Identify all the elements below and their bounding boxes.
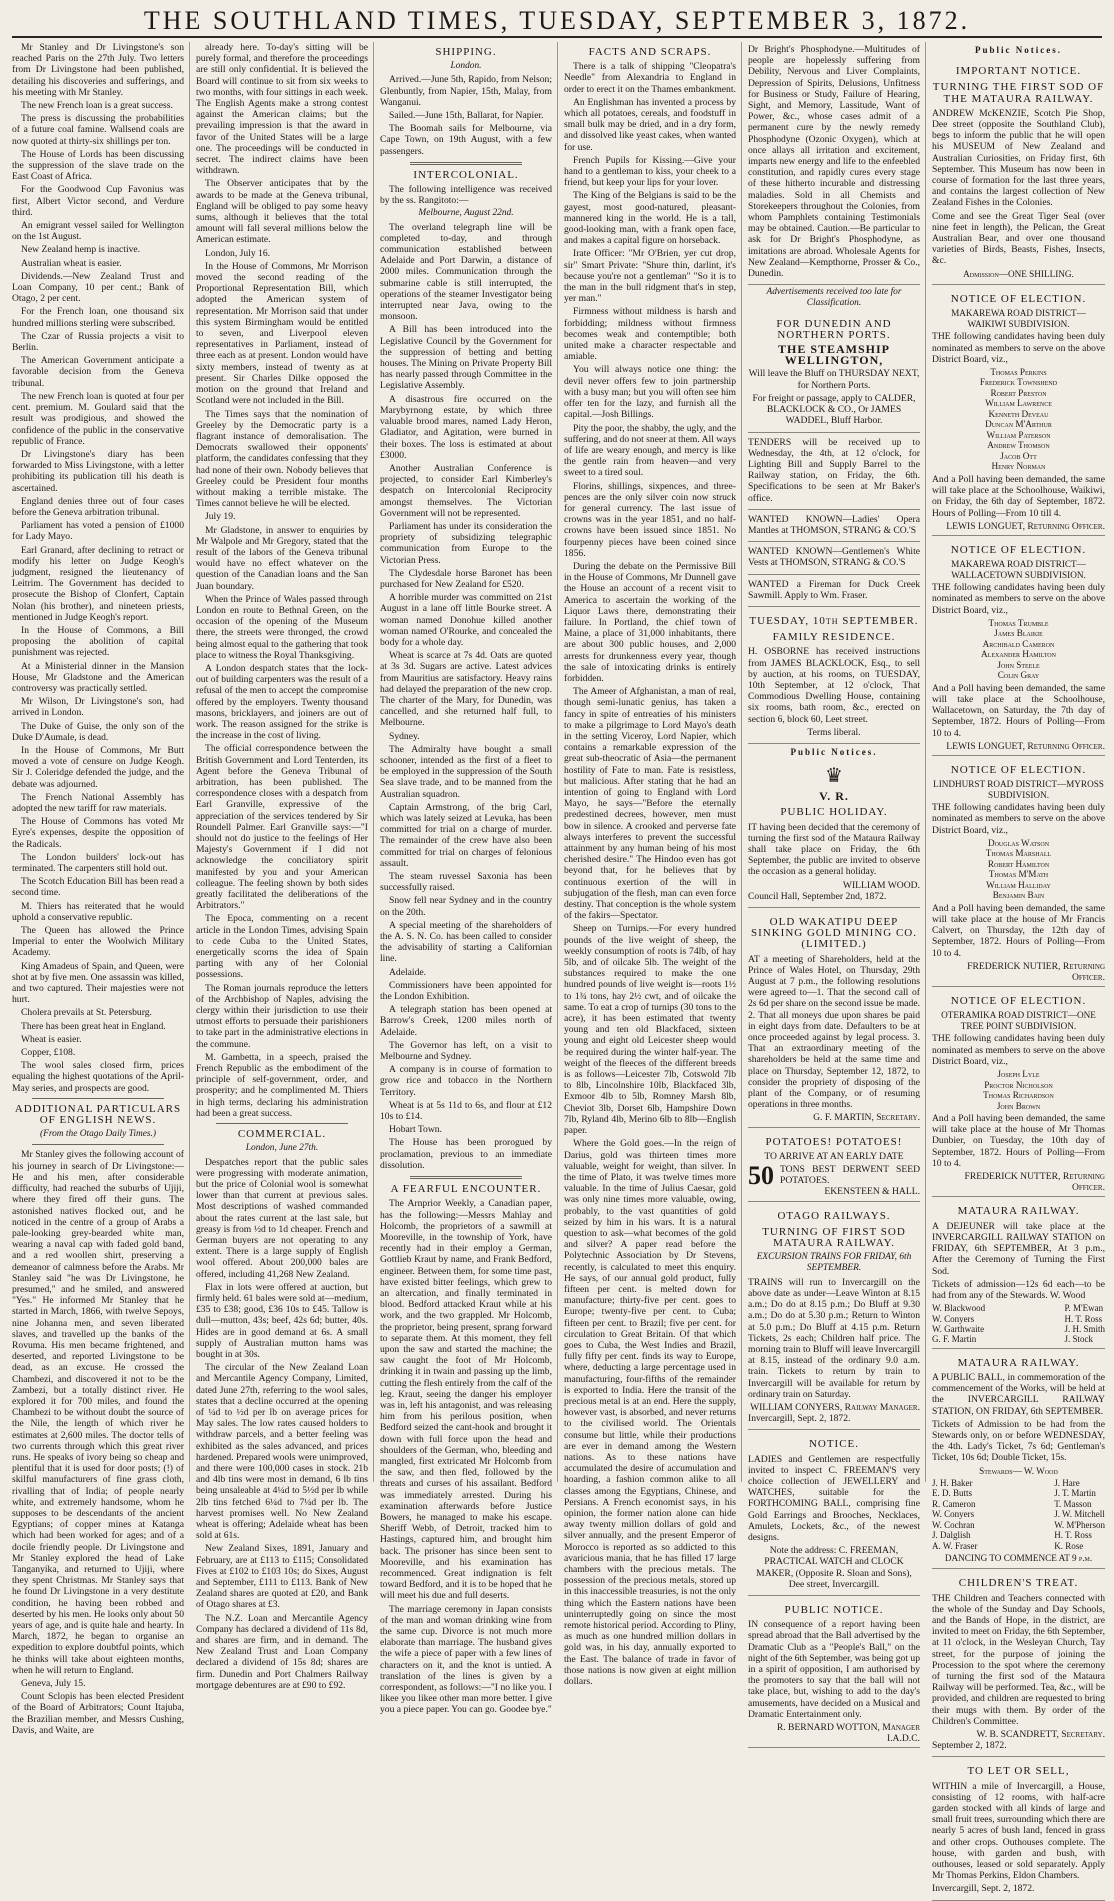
signature: FREDERICK NUTIER, Returning Officer.: [967, 960, 1105, 984]
article-body: [380, 1198, 552, 1715]
ad-text: Note the address: C. FREEMAN, PRACTICAL WATCH and CLOCK MAKER, (Opposite R. Sloan and Sons), Dee street, Invercargill.: [756, 1545, 912, 1590]
ad-heading: MATAURA RAILWAY.: [957, 1205, 1080, 1218]
ad-row: [748, 1160, 920, 1190]
name-entry: Thomas Trumble: [988, 617, 1049, 628]
name-entry: William Halliday: [986, 879, 1051, 890]
paragraph: A special meeting of the shareholders of the A. S. N. Co. has been called to consider the advisability of starting a Californian line.: [380, 919, 552, 965]
advertisement-to-let: [932, 1759, 1105, 1900]
dateline: Melbourne, August 22nd.: [418, 208, 514, 219]
paragraph: During the debate on the Permissive Bill in the House of Commons, Mr Dunnell gave the House an account of a recent visit to America to ascertain the working of the Liquor Laws there, demonstrating their failure. In Portland, the chief town of Maine, a place of 31,000 inhabitants, there are about 300 public houses, and 2,000 arrests for drunkenness every year, though the sale of intoxicating drinks is entirely forbidden.: [564, 560, 736, 684]
election-notice: [932, 758, 1105, 987]
paragraph: The French National Assembly has adopted the new tariff for raw materials.: [12, 791, 184, 814]
paragraph: Wheat is scarce at 7s 4d. Oats are quoted at 3s 3d. Sugars are active. Latest advices from Mauritius are satisfactory. Heavy rains had delayed the preparation of the new crop. The charter of the Mary, for Dunedin, was cancelled, and she returned half full, to Melbourne.: [380, 650, 552, 729]
ad-heading: POTATOES! POTATOES!: [765, 1135, 903, 1148]
name-entry: W. Conyers: [932, 1313, 975, 1324]
paragraph: There has been great heat in England.: [21, 1020, 166, 1032]
paragraph: July 19.: [205, 511, 236, 523]
name-entry: James Blaikie: [994, 628, 1043, 639]
name-entry: J. Dalglish: [932, 1530, 971, 1541]
ad-heading: NOTICE OF ELECTION.: [950, 543, 1087, 556]
ad-text: IT having been decided that the ceremony of turning the first sod of the Mataura Railway shall take place on Friday, the 6th September, the public are invited to observe the occasion as a general holiday.: [748, 821, 920, 878]
ad-date: Council Hall, September 2nd, 1872.: [748, 890, 887, 902]
intercolonial-body: [380, 222, 552, 1171]
paragraph: In the House of Commons, a Bill proposing the abolition of capital punishment was rejected.: [12, 624, 184, 659]
paragraph: Flax in lots were offered at auction, but firmly held. 61 bales were sold at—medium, £35 to £38; good, £36 10s to £45. Tallow is dull—mutton, 43s; beef, 42s 6d; butter, 40s. Hides are in good demand at 6s. A small supply of Australian mutton hams was bought in at 30s.: [196, 1281, 368, 1360]
advertisement: [748, 42, 920, 285]
paragraph: Where the Gold goes.—In the reign of Darius, gold was thirteen times more valuable, weight for weight, than silver. In the time of Plato, it was twelve times more valuable. In the time of Julius Caesar, gold was only nine times more valuable, owing, probably, to the vast quantities of gold seized by him in his wars. It is a natural question to ask—what becomes of the gold and silver? A paper read before the Polytechnic Association by Dr Stevens, recently, is calculated to meet this enquiry. He says, of our annual gold product, fully fifteen per cent. is melted down for manufacture; thirty-five per cent. goes to Europe; twenty-five per cent. to Cuba; fifteen per cent. to Brazil; five per cent. for circulation to Great Britain. Of that which goes to Cuba, the West Indies and Brazil, fully fifty per cent. finds its way to Europe, where, deducting a large percentage used in manufacturing, four-fifths of the remainder is exported to India. Here the transit of the precious metal is at an end. Here the supply, however vast, is absorbed, and never returns to the civilised world. The Orientals consume but little, while their productions are ever in demand among the Western nations. As to these nations have accumulated the desire of accumulation and hoarding, a fashion common alike to all classes among the Egyptians, Chinese, and Persians. A French economist says, in his opinion, the former nation alone can hide away twenty million dollars of gold and silver annually, and the present Emperor of Morocco is reported as so addicted to this avaricious mania, that he has filled 17 large chambers with the precious metals. The possession of the precious metals, stored up in this inaccessible treasuries, is not the only thing which the Eastern nations have been uninterruptedly going on since the most remote historical period. According to Pliny, as much as one hundred million dollars in gold was, in his day, annually exported to the East. The balance of trade in favor of those nations is now given at eight million dollars.: [564, 1138, 736, 1688]
masthead: THE SOUTHLAND TIMES, TUESDAY, SEPTEMBER 3, 1872.: [12, 6, 1102, 38]
divider: [410, 1176, 522, 1179]
ad-text: Will leave the Bluff on THURSDAY NEXT, for Northern Ports.: [748, 368, 920, 391]
paragraph: Wheat is easier.: [21, 1033, 82, 1045]
ad-subheading: MAKAREWA ROAD DISTRICT—WALLACETOWN SUBDIVISION.: [951, 559, 1086, 580]
ad-heading: TURNING OF FIRST SOD MATAURA RAILWAY.: [762, 1225, 906, 1250]
section-heading: COMMERCIAL.: [237, 1128, 327, 1141]
candidate-list: [932, 367, 1105, 472]
paragraph: A telegraph station has been opened at Barrow's Creek, 1200 miles north of Adelaide.: [380, 1004, 552, 1038]
divider: [32, 1144, 164, 1145]
name-entry: Proctor Nicholson: [984, 1079, 1053, 1090]
ad-text: THE following candidates having been duly nominated as members to serve on the above District Board, viz.,: [932, 802, 1105, 836]
paragraph: King Amadeus of Spain, and Queen, were shot at by five men. One assassin was killed, and two captured. Their majesties were not hurt.: [12, 960, 184, 1006]
paragraph: The Duke of Guise, the only son of the Duke D'Aumale, is dead.: [12, 720, 184, 743]
advertisement-public-notice: [748, 1598, 920, 1748]
ad-text: A PUBLIC BALL, in commemoration of the commencement of the Works, will be held at the INVERCARGILL RAILWAY STATION, ON FRIDAY, 6th SEPTEMBER.: [932, 1371, 1105, 1417]
paragraph: Australian wheat is easier.: [21, 257, 122, 269]
ad-text: And a Poll having been demanded, the same will take place at the Schoolhouse, Wallacetown, on Saturday, the 7th day of September, 1872. Hours of Polling—From 10 to 4.: [932, 682, 1105, 739]
name-entry: John Brown: [996, 1100, 1041, 1111]
paragraph: Florins, shillings, sixpences, and three-pences are the only silver coin now struck for general currency. The last issue of crowns was in the year 1851, and no half-crowns have been issued since 1851. No fourpenny pieces have been coined since 1856.: [564, 480, 736, 559]
ad-text: And a Poll having been demanded, the same will take place at the house of Mr Francis Calvert, on Thursday, the 12th day of September, 1872. Hours of Polling—From 10 to 4.: [932, 902, 1105, 959]
name-entry: J. H. Baker: [932, 1478, 973, 1489]
paragraph: New Zealand hemp is inactive.: [21, 244, 141, 256]
ad-text: WANTED KNOWN—Gentlemen's White Vests at THOMSON, STRANG & CO.'S: [748, 546, 920, 569]
name-entry: Alexander Hamilton: [981, 649, 1056, 660]
ad-text: Terms liberal.: [807, 726, 861, 738]
paragraph: Firmness without mildness is harsh and forbidding; mildness without firmness becomes weak and contemptible; both united make a character respectable and amiable.: [564, 306, 736, 363]
name-entry: R. Cameron: [932, 1498, 976, 1509]
ad-heading: NOTICE OF ELECTION.: [950, 764, 1087, 777]
column-2: [196, 42, 374, 1691]
paragraph: In the House of Commons, Mr Butt moved a vote of censure on Judge Keogh. Sir J. Coleridge defended the judge, and the debate was adjourned.: [12, 744, 184, 790]
paragraph: New Zealand Sixes, 1891, January and February, are at £113 to £115; Consolidated Fives at £102 to £103 10s; do Sixes, August and September, £111 to £113. Bank of New Zealand shares are quoted at £20, and Bank of Otago shares at £3.: [196, 1543, 368, 1611]
name-entry: P. M'Ewan: [1064, 1303, 1104, 1314]
ad-text: THE Children and Teachers connected with the whole of the Sunday and Day Schools, and the Bands of Hope, in the district, are invited to meet on Friday, the 6th September, at 11 o'clock, in the Wesleyan Church, Tay street, for the purpose of joining the Procession to the spot where the ceremony of turning the first sod of the Mataura Railway will be performed. Tea, &c., will be provided, and children are requested to bring their mugs with them. By order of the Children's Committee.: [932, 1592, 1105, 1727]
advertisement-potatoes: [748, 1130, 920, 1202]
paragraph: The official correspondence between the British Government and Lord Tenterden, its Agent before the Geneva Tribunal of arbitration, has been published. The correspondence closes with a despatch from Earl Granville, expressive of the appreciation of the services tendered by Sir Roundell Palmer. Earl Granville says:—"I should not do justice to the feelings of Her Majesty's Government if I did not acknowledge the conciliatory spirit manifested by you and your American colleague. The feeling shown by both sides greatly facilitated the deliberations of the Arbitrators.": [196, 743, 368, 912]
ad-heading: NOTICE OF ELECTION.: [950, 293, 1087, 306]
ad-date: Invercargill, Sept. 2, 1872.: [748, 1413, 851, 1425]
name-entry: Robert Hamilton: [987, 858, 1050, 869]
signature: FREDERICK NUTTER, Returning Officer.: [964, 1171, 1105, 1194]
paragraph: The Ameer of Afghanistan, a man of real, though semi-lunatic genius, has taken a fancy in spite of entreaties of his ministers to make a pilgrimage to Lord Mayo's death in the setting Viceroy, Lord Napier, which contains a remarkable expression of the great sub-theocratic of Asia—the permanent hostility of Fate to man. Fate is resistless, but malicious. After stating that he had an intention of going to England with Lord Mayo, he says—"Before the eternally predestined decrees, however, men must bow in silence. A crooked and perverse fate always interferes to prevent the successful attainment by any human being of his most cherished desire." The Hindoo even has got beyond that, for he believes that by continuous exertion of the will in subjugation of the flesh, man can even force destiny. That conception is the whole system of the fakirs—Spectator.: [564, 686, 736, 922]
paragraph: Despatches report that the public sales were progressing with moderate animation, but the price of Colonial wool is somewhat lower than that current at previous sales. Most descriptions of washed commanded about the rates current at the last sale, but greasy is from ½d to 1d cheaper. French and German buyers are not operating to any extent. There is a large supply of English wool offered. About 200,000 bales are offered, including 41,268 New Zealand.: [196, 1156, 368, 1280]
ad-text: H. OSBORNE has received instructions from JAMES BLACKLOCK, Esq., to sell by auction, at his rooms, on TUESDAY, 10th September, at 12 o'clock, That Commodious Dwelling House, containing six rooms, bath room, &c., erected on section 6, block 60, Leet street.: [748, 646, 920, 725]
ad-heading: IMPORTANT NOTICE.: [955, 65, 1082, 78]
advertisement-notice: [748, 1432, 920, 1596]
steward-column: [1054, 1478, 1105, 1551]
name-entry: W. Conyers: [932, 1509, 975, 1520]
commercial-body: [196, 1157, 368, 1692]
section-label: Public Notices.: [975, 45, 1062, 55]
ad-date: Invercargill, Sept. 2, 1872.: [932, 1883, 1035, 1895]
paragraph: A disastrous fire occurred on the Marybyrnong estate, by which three valuable brood mares, named Lady Heron, Gladiator, and Agitation, were burned in their boxes. The loss is estimated at about £3000.: [380, 393, 552, 461]
ad-text: TRAINS will run to Invercargill on the above date as under—Leave Winton at 8.15 a.m.; Do do at 8.15 p.m.; Do Bluff at 9.30 a.m.; Do do at 5.30 p.m.; Return to Winton at 5.0 p.m.; Do Bluff at 4.15 p.m. Return Tickets, 2s each; Children half price. The morning train to Bluff will leave Invercargill at 8.15, instead of the ordinary 9.0 a.m. train. Tickets to return by train to Invercargill will be available for return by ordinary train on Saturday.: [748, 1276, 920, 1400]
ad-text: Tickets of Admission to be had from the Stewards only, on or before WEDNESDAY, the 4th. Lady's Ticket, 7s 6d; Gentleman's Ticket, 10s 6d; Double Ticket, 15s.: [932, 1418, 1105, 1464]
paragraph: The London builders' lock-out has terminated. The carpenters still hold out.: [12, 851, 184, 875]
ad-text: TONS BEST DERWENT SEED POTATOES.: [780, 1164, 920, 1187]
ad-heading: NOTICE.: [808, 1438, 860, 1451]
signature: LEWIS LONGUET, Returning Officer.: [946, 520, 1105, 532]
name-entry: W. Blackwood: [932, 1303, 986, 1314]
section-label: Public Notices.: [790, 746, 878, 757]
name-entry: Frederick Townshend: [979, 377, 1058, 388]
intro-text: The following intelligence was received by the ss. Rangitoto:—: [380, 184, 552, 207]
paragraph: You will always notice one thing: the devil never offers few to join partnership with a busy man; but you will often see him offer ten for the lazy, and furnish all the capital.—Josh Billings.: [564, 364, 736, 421]
news-items: [196, 42, 368, 1119]
name-entry: A. W. Fraser: [932, 1540, 978, 1551]
dateline: London.: [450, 61, 482, 72]
advertisement-ball: [932, 1351, 1105, 1570]
column-3: [380, 42, 558, 1716]
advertisement-railways: [748, 1204, 920, 1431]
candidate-list: [932, 1069, 1105, 1111]
name-entry: Archibald Cameron: [982, 638, 1055, 649]
name-entry: E. D. Butts: [932, 1488, 973, 1499]
name-entry: G. F. Martin: [932, 1334, 977, 1345]
advertisement-museum: [932, 59, 1105, 285]
paragraph: London, July 16.: [205, 247, 271, 259]
advertisement-wanted: [748, 512, 920, 542]
paragraph: Sailed.—June 15th, Ballarat, for Napier.: [389, 110, 544, 122]
paragraph: M. Gambetta, in a speech, praised the French Republic as the embodiment of the principle of self-government, order, and prosperity; and he complimented M. Thiers in high terms, declaring his administration had been a great success.: [196, 1051, 368, 1119]
section-heading: SHIPPING.: [435, 46, 497, 58]
column-6: [932, 42, 1110, 1895]
paragraph: Parliament has voted a pension of £1000 for Lady Mayo.: [12, 520, 184, 543]
ad-text: Tickets of admission—12s 6d each—to be had from any of the Stewards. W. Wood: [932, 1278, 1105, 1301]
section-heading: INTERCOLONIAL.: [413, 168, 519, 181]
steward-column: [1064, 1303, 1105, 1345]
article-heading: ADDITIONAL PARTICULARS OF ENGLISH NEWS.: [14, 1102, 182, 1127]
name-entry: W. Garthwaite: [932, 1323, 985, 1334]
name-entry: Andrew Thomson: [987, 440, 1050, 451]
name-entry: Benjamin Bain: [992, 890, 1045, 901]
article-body: [12, 1149, 184, 1736]
paragraph: Sydney.: [389, 730, 420, 742]
election-notice: [932, 287, 1105, 536]
paragraph: The King of the Belgians is said to be the gayest, most good-natured, pleasant-mannered king in the world. He is a tall, good-looking man, with a frank open face, and makes a capital figure on horseback.: [564, 190, 736, 247]
paragraph: Arrived.—June 5th, Rapido, from Nelson; Glenbuntly, from Napier, 15th, Malay, from Wanganui.: [380, 74, 552, 108]
signature: LEWIS LONGUET, Returning Officer.: [946, 740, 1105, 752]
paragraph: The Epoca, commenting on a recent article in the London Times, advising Spain to cede Cuba to the United States, energetically scorns the idea of Spain parting with any of her Colonial possessions.: [196, 913, 368, 981]
paragraph: Pity the poor, the shabby, the ugly, and the suffering, and do not sneer at them. All ways of life are weary enough, and mercy is like the gentle rain from heaven—and very sweet to a tired soul.: [564, 422, 736, 479]
steward-list: [932, 1478, 1105, 1551]
name-entry: W. M'Pherson: [1054, 1519, 1105, 1530]
ad-text: And a Poll having been demanded, the same will take place at the Schoolhouse, Waikiwi, on Friday, the 6th day of September, 1872. Hours of Polling—From 10 till 4.: [932, 473, 1105, 519]
paragraph: Captain Armstrong, of the brig Carl, which was lately seized at Levuka, has been committed for trial on a charge of murder. The remainder of the crew have also been committed for trial on charges of felonious assault.: [380, 801, 552, 869]
name-entry: Duncan M'Arthur: [985, 419, 1052, 430]
paragraph: The Scotch Education Bill has been read a second time.: [12, 876, 184, 899]
ad-subheading: LINDHURST ROAD DISTRICT—MYROSS SUBDIVISION.: [933, 779, 1104, 800]
paragraph: There is a talk of shipping "Cleopatra's Needle" from Alexandria to England in order to erect it on the Thames embankment.: [564, 61, 736, 95]
paragraph: Wheat is at 5s 11d to 6s, and flour at £12 10s to £14.: [380, 1099, 552, 1123]
name-entry: Kenneth Deveau: [988, 408, 1049, 419]
ad-subheading: OTERAMIKA ROAD DISTRICT—ONE TREE POINT SUBDIVISION.: [941, 1010, 1096, 1031]
ad-text: Come and see the Great Tiger Seal (over nine feet in length), the Pelican, the Great Australian Bear, and over one thousand varieties of Birds, Beasts, Fishes, Insects, &c.: [932, 210, 1105, 267]
section-heading: FACTS AND SCRAPS.: [588, 46, 712, 58]
paragraph: Mr Gladstone, in answer to enquiries by Mr Walpole and Mr Gregory, stated that the result of the labors of the Geneva tribunal would have no effect whatever on the question of the Canadian loans and the San Juan boundary.: [196, 524, 368, 592]
name-entry: H. T. Ross: [1064, 1313, 1103, 1324]
signature: EKENSTEEN & HALL.: [824, 1186, 920, 1198]
shipping-body: [380, 74, 552, 156]
ad-heading: TUESDAY, 10th SEPTEMBER.: [749, 614, 919, 627]
divider: [32, 1098, 164, 1099]
paragraph: already here. To-day's sitting will be purely formal, and therefore the proceedings are still only confidential. It is believed the Board will continue to sit from six weeks to two months, with four sittings in each week. The English Agents make a strong contest against the American claims; but the prevailing impression is that the award in favor of the United States will be a large one. The proceedings will be conducted in secret. The indirect claims have been withdrawn.: [196, 42, 368, 177]
ad-text: And a Poll having been demanded, the same will take place at the house of Mr Thomas Dunbier, on Tuesday, the 10th day of September, 1872. Hours of Polling—From 10 to 4.: [932, 1113, 1105, 1169]
royal-crest-icon: ♛: [825, 765, 843, 788]
paragraph: A company is in course of formation to grow rice and tobacco in the Northern Territory.: [380, 1064, 552, 1098]
paragraph: At a Ministerial dinner in the Mansion House, Mr Gladstone and the American controversy was practically settled.: [12, 660, 184, 694]
column-5: [748, 42, 926, 1745]
paragraph: A horrible murder was committed on 21st August in a lane off little Bourke street. A woman named Donohue killed another woman named O'Rourke, and concealed the body for a whole day.: [380, 592, 552, 648]
candidate-list: [932, 838, 1105, 901]
paragraph: The Admiralty have bought a small schooner, intended as the first of a fleet to be employed in the suppression of the South Sea slave trade, and to be manned from the Australian squadron.: [380, 743, 552, 800]
dancing-time: DANCING TO COMMENCE AT 9 p.m.: [944, 1552, 1093, 1563]
columns: [12, 42, 1105, 1895]
election-notice: [932, 989, 1105, 1197]
paragraph: The marriage ceremony in Japan consists of the man and woman drinking wine from the same cup. Divorce is not much more elaborate than marriage. The husband gives the wife a piece of paper with a few lines of characters on it, and the knot is untied. A translation of the lines is given by a correspondent, as follows:—"I no like you. I likee you likee other man more better. I give you a piece paper. You can go. Goodee bye.": [380, 1603, 552, 1716]
name-entry: Henry Norman: [991, 461, 1046, 472]
ad-text: TO ARRIVE AT AN EARLY DATE: [764, 1150, 904, 1162]
advertisement-mining: [748, 910, 920, 1128]
column-1: [12, 42, 190, 1736]
ad-heading: FOR DUNEDIN AND NORTHERN PORTS.: [776, 317, 892, 341]
steward-list: [932, 1303, 1105, 1345]
ad-text: WANTED a Fireman for Duck Creek Sawmill. Apply to Wm. Fraser.: [748, 578, 920, 601]
ad-text: ANDREW McKENZIE, Scotch Pie Shop, Dee street (opposite the Southland Club), begs to inform the public that he will open his MUSEUM of New Zealand and Australian Curiosities, on Friday first, 6th September. This Museum has now been in course of formation for the last three years, and contains the largest collection of New Zealand Fishes in the Colonies.: [932, 107, 1105, 209]
paragraph: A Bill has been introduced into the Legislative Council by the Government for the suppression of betting and betting houses. The Mining on Private Property Bill has nearly passed through Committee in the Legislative Assembly.: [380, 324, 552, 392]
paragraph: Sheep on Turnips.—For every hundred pounds of the live weight of sheep, the weekly consumption of roots is 74lb, of hay 5lb, and of oilcake 5lb. The weight of the substances required to make the one hundred pounds of live weight is—roots 1½ to 1¾ tons, hay 2½ cwt, and of oilcake the same. To eat a crop of turnips (30 tons to the acre), it has been estimated that twenty young and ten old Blackfaced, sixteen young and eight old Leicester sheep would be required during the winter half-year. The weight of the fleeces of the different breeds is as follows—Leicester 7lb, Cotswold 7lb to 8lb, Lincolnshire 10lb, Blackfaced 3lb, Exmoor 4lb to 5lb, Romney Marsh 8lb, Cheviot 3lb, Dorset 6lb, Hampshire Down 7lb, Ryland 4lb, Merino 6lb to 8lb—English paper.: [564, 923, 736, 1137]
name-entry: J. Stock: [1064, 1334, 1093, 1345]
ad-heading: NOTICE OF ELECTION.: [950, 995, 1087, 1008]
signature: W. B. SCANDRETT, Secretary.: [976, 1729, 1105, 1741]
ad-title: THE STEAMSHIP WELLINGTON,: [777, 342, 891, 368]
paragraph: England denies three out of four cases before the Geneva arbitration tribunal.: [12, 495, 184, 518]
signature: WILLIAM CONYERS, Railway Manager.: [750, 1401, 920, 1413]
ad-heading: MATAURA RAILWAY.: [957, 1356, 1080, 1369]
paragraph: The wool sales closed firm, prices equaling the highest quotations of the April-May series, and prospects are good.: [12, 1060, 184, 1094]
steward-column: [932, 1478, 978, 1551]
name-entry: K. Rose: [1054, 1540, 1084, 1551]
paragraph: The Observer anticipates that by the awards to be made at the Geneva tribunal, England will be obliged to pay some heavy sums, although it believes that the total amount will fall several millions below the American estimate.: [196, 178, 368, 246]
ad-text: IN consequence of a report having been spread abroad that the Ball advertised by the Dramatic Club as a "People's Ball," on the night of the 6th September, was being got up in a spirit of opposition, I am authorised by the promoters to say that the ball will not take place, but, wishing to add to the day's amusements, have decided on a Musical and Dramatic Entertainment only.: [748, 1619, 921, 1720]
ad-text: WANTED KNOWN—Ladies' Opera Mantles at THOMSON, STRANG & CO.'S: [748, 513, 920, 536]
ad-text: WITHIN a mile of Invercargill, a House, consisting of 12 rooms, with half-acre garden stocked with all kinds of large and small fruit trees, surrounding which there are nearly 5 acres of bush land, fenced in grass and other crops. Outhouses complete. The house, with garden and bush, with outhouses, leased or sold separately. Apply Mr Thomas Perkins, Eldon Chambers.: [932, 1780, 1105, 1882]
paragraph: A London despatch states that the lock-out of building carpenters was the result of a refusal of the men to accept the compromise offered by the employers. Twenty thousand masons, bricklayers, and joiners are out of work. The reason assigned for the strike is the increase in the cost of living.: [196, 662, 368, 742]
name-entry: Thomas M'Math: [988, 869, 1049, 880]
name-entry: Thomas Marshall: [985, 848, 1052, 859]
ad-text: For freight or passage, apply to CALDER, BLACKLOCK & CO., Or JAMES WADDEL, Bluff Harbor.: [752, 392, 916, 427]
steward-column: [932, 1303, 985, 1345]
paragraph: The House has been prorogued by proclamation, previous to an immediate dissolution.: [380, 1137, 552, 1171]
paragraph: The N.Z. Loan and Mercantile Agency Company has declared a dividend of 11s 8d, and shares are firm, and in demand. The New Zealand Trust and Loan Company declared a dividend of 15s 8d; shares are firm. Dunedin and Port Chalmers Railway mortgage debentures are at £90 to £92.: [196, 1612, 368, 1691]
ad-subheading: EXCURSION TRAINS FOR FRIDAY, 6th SEPTEMBER.: [756, 1252, 912, 1274]
ad-text: THE following candidates having been duly nominated as members to serve on the above District Board, viz.,: [932, 1033, 1105, 1067]
paragraph: The new French loan is a great success.: [21, 100, 173, 112]
late-ads-note: Advertisements received too late for Classification.: [766, 287, 902, 309]
stewards-label: Stewards— W. Wood: [979, 1465, 1058, 1476]
candidate-list: [932, 618, 1105, 681]
advertisement-dejeuner: [932, 1199, 1105, 1348]
ad-text: Dr Bright's Phosphodyne.—Multitudes of people are hopelessly suffering from Debility, Nervous and Liver Complaints, Depression of Spirits, Delusions, Unfitness for Business or Study, Failure of Hearing, Sight, and Memory, Lassitude, Want of Power, &c., whose cases admit of a permanent cure by the newly remedy Phosphodyne (Ozonic Oxygen), which at once allays all irritation and excitement, imparts new energy and life to the enfeebled constitution, and rapidly cures every stage of these hitherto incurable and distressing maladies. Sold in all Chemists and Storekeepers throughout the Colonies, from whom Pamphlets containing Testimonials may be obtained. Caution.—Be particular to ask for Dr Bright's Phosphodyne, as imitations are abroad. Wholesale Agents for New Zealand—Kempthorne, Prosser & Co., Dunedin.: [748, 44, 920, 280]
article-source: (From the Otago Daily Times.): [39, 1129, 157, 1140]
ad-heading: OTAGO RAILWAYS.: [777, 1209, 891, 1222]
paragraph: Mr Stanley gives the following account of his journey in search of Dr Livingstone:—He and his men, after considerable difficulty, had reached the suburbs of Ujiji, where they fired off their guns. The astonished natives flocked out, and he noticed in the centre of a group of Arabs a pale-looking grey-bearded white man, wearing a naval cap with faded gold band, and a red woollen shirt, preserving a demeanor of calmness before the Arabs. Mr Stanley said "he was Dr Livingstone, he presumed," and he smiled, and answered "Yes." He informed Mr Stanley that he started in March, 1866, with twelve Sepoys, nine Johanna men, and seven liberated slaves, and travelled up the banks of the Rovuma. His men became frightened, and deserted, and reported Livingstone to be dead, as an excuse. He crossed the Chambezi, and discovered it not to be the Zambezi, but a totally distinct river. He explored it for 700 miles, and found the Chambezi to be without doubt the source of the Nile, the length of which river he estimates at 2,600 miles. The doctor tells of two currents through which this great river runs. He speaks of ivory being so cheap and plentiful that it is used for door posts; (!) of skilful manufacturers of fine grass cloth, rivalling that of India; of people nearly white, and extremely handsome, whom he supposes to be descendants of the ancient Egyptians; of copper mines at Katanga which had been worked for ages; and of a docile friendly people. Dr Livingstone and Mr Stanley explored the head of Lake Tanganyika, and returned to Ujiji, where they spent Christmas. Mr Stanley says that he found Dr Livingstone in a very destitute condition, he having been robbed and deserted by his men. He looks only about 50 years of age, and is quite hale and hearty. In March, 1872, he began to organise an expedition to explore doubtful points, which he thinks will take about eighteen months, when he will return to England.: [12, 1149, 184, 1676]
paragraph: The Governor has left, on a visit to Melbourne and Sydney.: [380, 1039, 552, 1063]
paragraph: The Boomah sails for Melbourne, via Cape Town, on 19th August, with a few passengers.: [380, 123, 552, 157]
name-entry: W. Cochran: [932, 1519, 975, 1530]
ad-quantity: 50: [748, 1160, 774, 1190]
paragraph: The Queen has allowed the Prince Imperial to enter the Woolwich Military Academy.: [12, 925, 184, 959]
name-entry: H. T. Ross: [1054, 1530, 1092, 1541]
paragraph: Commissioners have been appointed for the London Exhibition.: [380, 979, 552, 1003]
paragraph: Dividends.—New Zealand Trust and Loan Company, 10 per cent.; Bank of Otago, 2 per cent.: [12, 270, 184, 305]
paragraph: Snow fell near Sydney and in the country on the 20th.: [380, 895, 552, 918]
paragraph: The Czar of Russia projects a visit to Berlin.: [12, 330, 184, 354]
name-entry: Colin Gray: [997, 670, 1040, 681]
paragraph: An Englishman has invented a process by which all potatoes, cereals, and foodstuff in small bulk may be dried, and in a dry form, and dissolved like yeast cakes, when wanted for use.: [564, 96, 736, 153]
facts-body: [564, 61, 736, 1687]
paragraph: Dr Livingstone's diary has been forwarded to Miss Livingstone, with a letter prohibiting its publication till his death is ascertained.: [12, 448, 184, 494]
column-4: [564, 42, 742, 1688]
ad-heading: FAMILY RESIDENCE.: [772, 631, 896, 644]
ad-heading: TURNING THE FIRST SOD OF THE MATAURA RAILWAY.: [932, 81, 1105, 105]
ad-text: THE following candidates having been duly nominated as members to serve on the above District Board, viz.,: [932, 331, 1105, 365]
advertisement-tenders: [748, 435, 920, 510]
dateline: London, June 27th.: [245, 1143, 319, 1154]
paragraph: When the Prince of Wales passed through London en route to Bethnal Green, on the occasion of the opening of the Museum there, the streets were thronged, the crowd being almost equal to the gathering that took place to witness the Royal Thanksgiving.: [196, 593, 368, 661]
paragraph: Mr Wilson, Dr Livingstone's son, had arrived in London.: [12, 696, 184, 719]
paragraph: Parliament has under its consideration the propriety of subsidizing telegraphic communication from Europe to the Victorian Press.: [380, 520, 552, 566]
name-entry: T. Masson: [1054, 1498, 1092, 1509]
name-entry: Thomas Perkins: [990, 366, 1047, 377]
advertisement-holiday: [748, 761, 920, 908]
ad-text: A DEJEUNER will take place at the INVERCARGILL RAILWAY STATION on FRIDAY, 6th SEPTEMBER, At 3 p.m., After the Ceremony of Turning the First Sod.: [932, 1220, 1105, 1277]
advertisement-childrens-treat: [932, 1571, 1105, 1757]
ad-date: September 2, 1872.: [932, 1740, 1007, 1752]
vr-mark: V. R.: [819, 789, 849, 804]
ad-subheading: MAKAREWA ROAD DISTRICT—WAIKIWI SUBDIVISION.: [951, 308, 1086, 329]
paragraph: The overland telegraph line will be completed to-day, and through communication established between Adelaide and Port Darwin, a distance of 2000 miles. Communication through the submarine cable is still interrupted, the operations of the steamer Investigator being interrupted near Java, owing to the monsoon.: [380, 221, 552, 323]
ad-heading: PUBLIC HOLIDAY.: [780, 806, 888, 819]
paragraph: The Times says that the nomination of Greeley by the Democratic party is a flagrant instance of demoralisation. The Democrats swallowed their opponents' platform, the candidates confessing that they had none of their own. Nobody believes that Greeley could be President four months without making a terrible mistake. The Times cannot believe he will be elected.: [196, 408, 368, 510]
paragraph: The House of Commons has voted Mr Eyre's expenses, despite the opposition of the Radicals.: [12, 816, 184, 850]
ad-text: AT a meeting of Shareholders, held at the Prince of Wales Hotel, on Thursday, 29th August at 7 p.m., the following resolutions were agreed to—1. That the second call of 2s 6d per share on the second issue be made. 2. That all moneys due upon shares be paid in eight days from date. Defaulters to be at once proceeded against by legal process. 3. That an extraordinary meeting of the shareholders be held at the same time and place on Thursday, September 12, 1872, to consider the propriety of disposing of the plant of the Company, or of resuming operations in three months.: [748, 953, 920, 1111]
paragraph: An emigrant vessel sailed for Wellington on the 1st August.: [12, 220, 184, 243]
paragraph: Cholera prevails at St. Petersburg.: [21, 1007, 152, 1019]
signature: R. BERNARD WOTTON, Manager I.A.D.C.: [776, 1722, 920, 1745]
paragraph: The House of Lords has been discussing the suppression of the slave trade on the East Coast of Africa.: [12, 148, 184, 183]
ad-text: TENDERS will be received up to Wednesday, the 4th, at 12 o'clock, for Lighting Bill and Supply Barrel to the Railway station, on Friday, the 6th. Specifications to be seen at Mr Baker's office.: [748, 436, 920, 504]
name-entry: William Paterson: [986, 429, 1051, 440]
paragraph: Adelaide.: [389, 966, 427, 978]
paragraph: The press is discussing the probabilities of a future coal famine. Wallsend coals are now quoted at thirty-six shillings per ton.: [12, 113, 184, 147]
ad-heading: PUBLIC NOTICE.: [784, 1603, 884, 1616]
paragraph: Mr Stanley and Dr Livingstone's son reached Paris on the 27th July. Two letters from Dr Livingstone had been published, detailing his discoveries and sufferings, and his meeting with Mr Stanley.: [12, 42, 184, 98]
advertisement-wanted: [748, 544, 920, 574]
paragraph: The American Government anticipate a favorable decision from the Geneva tribunal.: [12, 355, 184, 389]
election-notice: [932, 538, 1105, 756]
name-entry: J. T. Martin: [1054, 1488, 1096, 1499]
ad-heading: OLD WAKATIPU DEEP SINKING GOLD MINING CO. (LIMITED.): [751, 916, 917, 951]
paragraph: The steam ruvessel Saxonia has been successfully raised.: [380, 871, 552, 894]
name-entry: William Lawrence: [985, 398, 1052, 409]
ad-admission: Admission—ONE SHILLING.: [963, 268, 1074, 279]
news-items: [12, 42, 184, 1094]
ad-text: THE following candidates having been duly nominated as members to serve on the above District Board, viz.,: [932, 582, 1105, 616]
name-entry: Douglas Watson: [987, 837, 1050, 848]
ad-text: LADIES and Gentlemen are respectfully invited to inspect C. FREEMAN'S very choice collection of JEWELLERY and WATCHES, suitable for the FORTHCOMING BALL, comprising fine Gold Earrings and Brooches, Necklaces, Amulets, Lockets, &c., of the newest designs.: [748, 1453, 920, 1543]
paragraph: Copper, £108.: [21, 1047, 76, 1059]
name-entry: Robert Preston: [990, 387, 1047, 398]
advertisement-auction: [748, 609, 920, 744]
advertisement-steamship: [748, 312, 920, 433]
paragraph: Hobart Town.: [389, 1124, 442, 1136]
paragraph: Earl Granard, after declining to retract or modify his letter on Judge Keogh's judgment, resigned the lieutenancy of Leitrim. The Government has decided to prosecute the Bishop of Clonfert, Captain Nolan (his brother), and nineteen priests, mentioned in Judge Keogh's report.: [12, 544, 184, 623]
signature: G. F. MARTIN, Secretary.: [813, 1112, 920, 1124]
paragraph: M. Thiers has reiterated that he would uphold a conservative republic.: [12, 900, 184, 923]
paragraph: Count Sclopis has been elected President of the Board of Arbitrators; Count Itajuba, the Brazilian member, and Messrs Cushing, Davis, and Waite, are: [12, 1691, 184, 1736]
paragraph: The new French loan is quoted at four per cent. premium. M. Goulard said that the result was prodigious, and showed the confidence of the public in the conservative republic of France.: [12, 390, 184, 447]
divider: [216, 1123, 348, 1124]
paragraph: The Roman journals reproduce the letters of the Archbishop of Naples, advising the clergy within their jurisdiction to use their utmost efforts to persuade their parishioners to take part in the administrative elections in the commune.: [196, 982, 368, 1050]
paragraph: For the Goodwood Cup Favonius was first, Albert Victor second, and Verdure third.: [12, 184, 184, 218]
paragraph: Geneva, July 15.: [21, 1678, 86, 1690]
paragraph: In the House of Commons, Mr Morrison moved the second reading of the Proportional Representation Bill, which adopted the American system of representation. Mr Morrison said that under this system Birmingham would be entitled to seven, and Liverpool eleven representatives in Parliament, instead of three each as at present. London would have sixty members, instead of twenty as at present. Sir Charles Dilke opposed the motion on the ground that Ireland and Scotland were not included in the Bill.: [196, 260, 368, 407]
name-entry: J. Hare: [1054, 1478, 1080, 1489]
paragraph: The circular of the New Zealand Loan and Mercantile Agency Company, Limited, dated June 27th, referring to the wool sales, states that a decline occurred at the opening of ¼d to ½d per lb on average prices for May sales. The low rates caused holders to withdraw parcels, and a better feeling was exhibited as the sales advanced, and prices hardened. Prepared wools were unimproved, and there were 100,000 cases in stock. 21b and 4lb tins were most in demand, 6 lb tins being unsaleable at 4¼d to 5½d per lb while 2lb tins fetched 6¼d to 7¼d per lb. The harvest promises well. No New Zealand wheat is offering; Adelaide wheat has been sold at 61s.: [196, 1362, 368, 1542]
advertisement-wanted: [748, 577, 920, 607]
name-entry: Joseph Lyle: [997, 1069, 1040, 1080]
paragraph: French Pupils for Kissing.—Give your hand to a gentleman to kiss, your cheek to a friend, but keep your lips for your lover.: [564, 154, 736, 189]
paragraph: For the French loan, one thousand six hundred millions sterling were subscribed.: [12, 306, 184, 329]
section-heading: A FEARFUL ENCOUNTER.: [390, 1183, 542, 1196]
name-entry: Jacob Ott: [1000, 450, 1037, 461]
name-entry: Thomas Richardson: [983, 1090, 1054, 1101]
signature: WILLIAM WOOD.: [842, 879, 920, 891]
name-entry: J. W. Mitchell: [1054, 1509, 1105, 1520]
paragraph: Irate Officer: "Mr O'Brien, yer cut drop, sir" Smart Private: "Shure thin, darlint, it's because you're not a gentleman" "So it is to the man in the bull ridgment that's in step, yer man.": [564, 248, 736, 305]
paragraph: The Arnprior Weekly, a Canadian paper, has the following:—Messrs Mahlay and Holcomb, the proprietors of a sawmill at Mooreville, in the township of York, have recently had in their employ a German, Gottlieb Kraut by name, and Frank Bedford, engineer. Between them, for some time past, have existed bitter feelings, which grew to an altercation, and finally terminated in blood. Bedford attacked Kraut while at his work, and the two grappled. Mr Holcomb, the proprietor, being present, sprang forward to separate them. At this moment, they fell upon the saw and started the machine; the saw caught the foot of Mr Holcomb, drinking it in twain and passing up the limb, cutting the flesh entirely from the calf of the leg. Kraut, seeing the danger his employer was in, left his antagonist, and was releasing him from his perilous position, when Bedford seized the cant-hook and brought it down with full force upon the head and shoulders of the German, who, bleeding and mangled, first extricated Mr Holcomb from the saw, and then fled, followed by the threats and curses of his assailant. Bedford was immediately arrested. During his examination afterwards before Justice Bowers, he managed to make his escape. Sheriff Webb, of Detroit, tracked him to Hastings, captured him, and brought him back. The prisoner has since been sent to Mooreville, and his examination has recommenced. Great indignation is felt toward Bedford, and it is to be hoped that he will meet his due and full deserts.: [380, 1198, 552, 1602]
name-entry: J. H. Smith: [1064, 1323, 1105, 1334]
name-entry: John Steele: [997, 659, 1040, 670]
paragraph: The Clydesdale horse Baronet has been purchased for New Zealand for £520.: [380, 567, 552, 590]
divider: [410, 162, 522, 165]
ad-heading: CHILDREN'S TREAT.: [958, 1577, 1079, 1590]
ad-heading: TO LET OR SELL,: [967, 1765, 1070, 1778]
paragraph: Another Australian Conference is projected, to consider Earl Kimberley's despatch on Intercolonial Reciprocity amongst themselves. The Victorian Government will not be represented.: [380, 462, 552, 519]
